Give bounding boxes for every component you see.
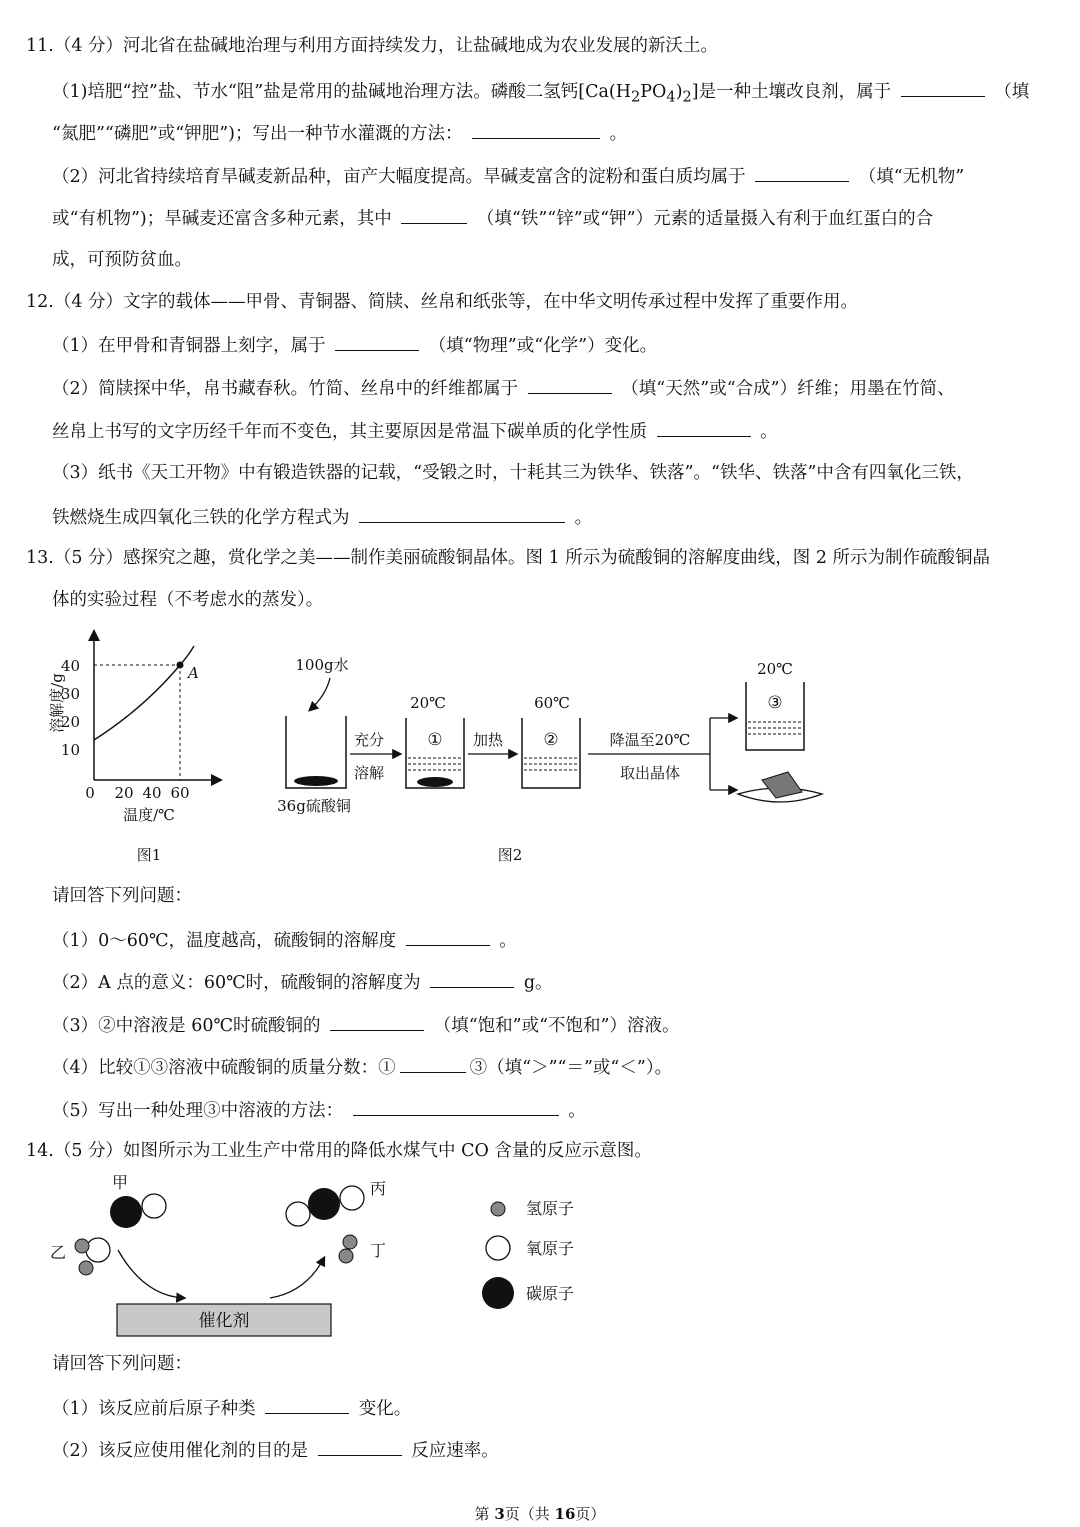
q13-blank-3[interactable]: [330, 1012, 424, 1031]
x-tick-60: 60: [170, 784, 190, 802]
q12-p2-b: （填“天然”或“合成”）纤维；用墨在竹简、: [621, 379, 955, 399]
label-yi: 乙: [50, 1243, 67, 1262]
q12-p3-line2-a: 铁燃烧生成四氧化三铁的化学方程式为: [52, 508, 350, 528]
q11-blank-1[interactable]: [901, 78, 985, 97]
q13-stem-line2: 体的实验过程（不考虑水的蒸发）。: [52, 590, 324, 610]
temp-1: 20℃: [410, 694, 446, 712]
q12-part3-line1: （3）纸书《天工开物》中有锻造铁器的记载，“受锻之时，十耗其三为铁华、铁落”。“铁华、铁落”中含有四氧化三铁，: [52, 463, 974, 483]
molecule-ding-hydrogen-1: [343, 1235, 357, 1249]
point-a: [177, 662, 184, 669]
q13-answer-1: [52, 927, 517, 953]
q13-a5-a: （5）写出一种处理: [52, 1101, 204, 1121]
q13-a3-circle-2: ②: [98, 1016, 116, 1036]
q13-ask: 请回答下列问题：: [52, 886, 192, 906]
q11-p1-line2-a: “氮肥”“磷肥”或“钾肥”)；写出一种节水灌溉的方法：: [52, 124, 463, 144]
q13-a4-circle-1b: ①: [378, 1058, 396, 1078]
molecule-jia-carbon: [110, 1196, 142, 1228]
q13-a5-circle-3: ③: [203, 1101, 221, 1121]
beaker-3-label: ③: [767, 693, 783, 713]
solubility-curve: [94, 646, 194, 740]
molecule-ding-hydrogen-2: [339, 1249, 353, 1263]
q13-a4-circle-1: ①: [133, 1058, 151, 1078]
q12-p2-line2-a: 丝帛上书写的文字历经千年而不变色，其主要原因是常温下碳单质的化学性质: [52, 422, 647, 442]
q13-a4-b: 溶液中硫酸铜的质量分数：: [168, 1058, 379, 1078]
q11-blank-2[interactable]: [472, 120, 600, 139]
q13-blank-5[interactable]: [353, 1097, 559, 1116]
q11-part2-line2: [52, 205, 933, 231]
water-arrow: [310, 678, 330, 710]
q13-answer-5: [52, 1097, 586, 1123]
q14-blank-1[interactable]: [265, 1395, 349, 1414]
q13-answer-3: [52, 1012, 680, 1038]
q11-p1-text-b: PO: [640, 82, 667, 102]
q11-part2-line3: 成，可预防贫血。: [52, 250, 192, 270]
q14-stem: 14.（5 分）如图所示为工业生产中常用的降低水煤气中 CO 含量的反应示意图。: [26, 1141, 652, 1161]
reactant-arrow: [118, 1250, 184, 1298]
footer-b: 页（共: [504, 1505, 555, 1523]
label-jia: 甲: [112, 1173, 129, 1192]
q12-blank-2[interactable]: [528, 375, 612, 394]
water-label: 100g水: [295, 656, 349, 674]
step1-label-b: 溶解: [353, 764, 385, 782]
y-tick-10: 10: [60, 741, 80, 759]
beaker-1-label: ①: [427, 730, 443, 750]
q11-blank-3[interactable]: [755, 163, 849, 182]
product-arrow: [270, 1258, 324, 1298]
step3-label-b: 取出晶体: [619, 764, 681, 782]
q13-a5-c: 。: [568, 1101, 586, 1121]
q14-blank-2[interactable]: [318, 1437, 402, 1456]
crystal-process-figure: [270, 650, 830, 870]
q11-p2-b: （填“无机物”: [858, 167, 965, 187]
molecule-bing-oxygen-1: [286, 1202, 310, 1226]
q14-a1-a: （1）该反应前后原子种类: [52, 1399, 256, 1419]
origin-label: 0: [85, 784, 95, 802]
copper-sulfate-solid: [294, 776, 338, 786]
x-tick-40: 40: [142, 784, 162, 802]
y-tick-40: 40: [60, 657, 80, 675]
y-tick-20: 20: [60, 713, 80, 731]
molecule-yi-hydrogen-2: [79, 1261, 93, 1275]
page-footer: [0, 1503, 1080, 1524]
q13-blank-4[interactable]: [400, 1054, 466, 1073]
q13-a2-a: （2）A 点的意义：60℃时，硫酸铜的溶解度为: [52, 973, 421, 993]
q12-p3-line2-b: 。: [574, 508, 593, 528]
solid-label: 36g硫酸铜: [277, 797, 351, 815]
legend-oxygen-label: 氧原子: [526, 1239, 575, 1258]
legend-carbon-label: 碳原子: [526, 1284, 575, 1303]
legend-oxygen-icon: [486, 1236, 510, 1260]
step2-label: 加热: [472, 731, 504, 749]
legend-hydrogen-icon: [491, 1202, 505, 1216]
q11-p1-text-d: ]是一种土壤改良剂，属于: [691, 82, 892, 102]
q11-p1-sub3: 2: [682, 88, 692, 106]
beaker-2-label: ②: [543, 730, 559, 750]
temp-3: 20℃: [757, 660, 793, 678]
molecule-bing-oxygen-2: [340, 1186, 364, 1210]
q13-a3-a: （3）: [52, 1016, 99, 1036]
q11-part1-line2: [52, 120, 627, 146]
solubility-curve-figure: [44, 628, 244, 868]
q14-answer-2: [52, 1437, 499, 1463]
y-axis-label: 溶解度/g: [48, 673, 66, 733]
q11-part2-line1: [52, 163, 964, 189]
q12-part1: [52, 332, 657, 358]
x-axis-label: 温度/℃: [123, 806, 175, 824]
q11-p1-sub1: 2: [631, 88, 641, 106]
legend-hydrogen-label: 氢原子: [526, 1199, 575, 1218]
q14-a1-b: 变化。: [358, 1399, 412, 1419]
q13-blank-2[interactable]: [430, 969, 514, 988]
q12-stem: 12.（4 分）文字的载体——甲骨、青铜器、简牍、丝帛和纸张等，在中华文明传承过程中发挥了重要作用。: [26, 292, 859, 312]
q12-part2-line1: [52, 375, 955, 401]
molecule-bing-carbon: [308, 1188, 340, 1220]
point-a-label: A: [188, 664, 199, 682]
footer-c: 页）: [575, 1505, 606, 1523]
q11-p2-line2-b: （填“铁”“锌”或“钾”）元素的适量摄入有利于血红蛋白的合: [476, 209, 934, 229]
fig1-caption: 图1: [136, 846, 162, 864]
footer-total: 16: [554, 1505, 576, 1523]
q13-a1-a: （1）0～60℃，温度越高，硫酸铜的溶解度: [52, 931, 397, 951]
q12-part3-line2: [52, 504, 592, 530]
molecule-jia-oxygen: [142, 1194, 166, 1218]
q11-p2-a: （2）河北省持续培育旱碱麦新品种，亩产大幅度提高。旱碱麦富含的淀粉和蛋白质均属于: [52, 167, 746, 187]
label-ding: 丁: [370, 1241, 387, 1260]
q11-blank-4[interactable]: [401, 205, 467, 224]
undissolved-solid: [417, 777, 453, 787]
q12-blank-4[interactable]: [359, 504, 565, 523]
q13-a4-circle-3: ③: [150, 1058, 169, 1078]
temp-2: 60℃: [534, 694, 570, 712]
footer-page: 3: [494, 1505, 505, 1523]
q11-part1-line1: [52, 78, 1029, 110]
molecule-yi-hydrogen-1: [75, 1239, 89, 1253]
q11-p1-text-e: （填: [994, 82, 1030, 102]
q13-a4-a: （4）比较: [52, 1058, 134, 1078]
x-tick-20: 20: [114, 784, 134, 802]
reaction-diagram: [44, 1166, 604, 1346]
q13-a2-b: g。: [523, 973, 553, 993]
legend-carbon-icon: [482, 1277, 514, 1309]
q14-answer-1: [52, 1395, 411, 1421]
q11-stem: 11.（4 分）河北省在盐碱地治理与利用方面持续发力，让盐碱地成为农业发展的新沃土。: [26, 36, 719, 56]
y-tick-30: 30: [60, 685, 80, 703]
q12-p1-a: （1）在甲骨和青铜器上刻字，属于: [52, 336, 326, 356]
q11-p1-line2-b: 。: [609, 124, 628, 144]
q13-stem: 13.（5 分）感探究之趣，赏化学之美——制作美丽硫酸铜晶体。图 1 所示为硫酸铜的溶解度曲线，图 2 所示为制作硫酸铜晶: [26, 548, 991, 568]
q13-a3-b: 中溶液是 60℃时硫酸铜的: [115, 1016, 321, 1036]
q11-p1-text-a: （1)培肥“控”盐、节水“阻”盐是常用的盐碱地治理方法。磷酸二氢钙[Ca(H: [52, 82, 631, 102]
footer-a: 第: [474, 1505, 495, 1523]
q13-a4-circle-3b: ③: [469, 1058, 488, 1078]
q13-answer-4: [52, 1054, 672, 1080]
beaker-2: [522, 718, 580, 788]
q12-blank-3[interactable]: [657, 418, 751, 437]
molecule-yi-oxygen: [86, 1238, 110, 1262]
crystal-icon: [762, 772, 802, 798]
q14-ask: 请回答下列问题：: [52, 1354, 192, 1374]
q13-a4-d: （填“＞”“＝”或“＜”）。: [487, 1058, 673, 1078]
q12-p1-b: （填“物理”或“化学”）变化。: [428, 336, 658, 356]
q13-a5-b: 中溶液的方法：: [220, 1101, 344, 1121]
q13-a1-b: 。: [499, 931, 517, 951]
label-bing: 丙: [370, 1179, 387, 1198]
q12-part2-line2: [52, 418, 778, 444]
q13-blank-1[interactable]: [406, 927, 490, 946]
q11-p1-text-c: ): [675, 82, 683, 102]
q12-p2-a: （2）简牍探中华，帛书藏春秋。竹简、丝帛中的纤维都属于: [52, 379, 519, 399]
step1-label-a: 充分: [353, 731, 385, 749]
step3-label-a: 降温至20℃: [609, 731, 691, 749]
catalyst-label: 催化剂: [198, 1311, 250, 1331]
q13-a3-c: （填“饱和”或“不饱和”）溶液。: [433, 1016, 680, 1036]
q14-a2-b: 反应速率。: [411, 1441, 499, 1461]
q11-p1-sub2: 4: [666, 88, 676, 106]
q12-blank-1[interactable]: [335, 332, 419, 351]
q13-answer-2: [52, 969, 553, 995]
q11-p2-line2-a: 或“有机物”)；旱碱麦还富含多种元素，其中: [52, 209, 392, 229]
q14-a2-a: （2）该反应使用催化剂的目的是: [52, 1441, 309, 1461]
fig2-caption: 图2: [497, 846, 523, 864]
q12-p2-line2-b: 。: [760, 422, 778, 442]
